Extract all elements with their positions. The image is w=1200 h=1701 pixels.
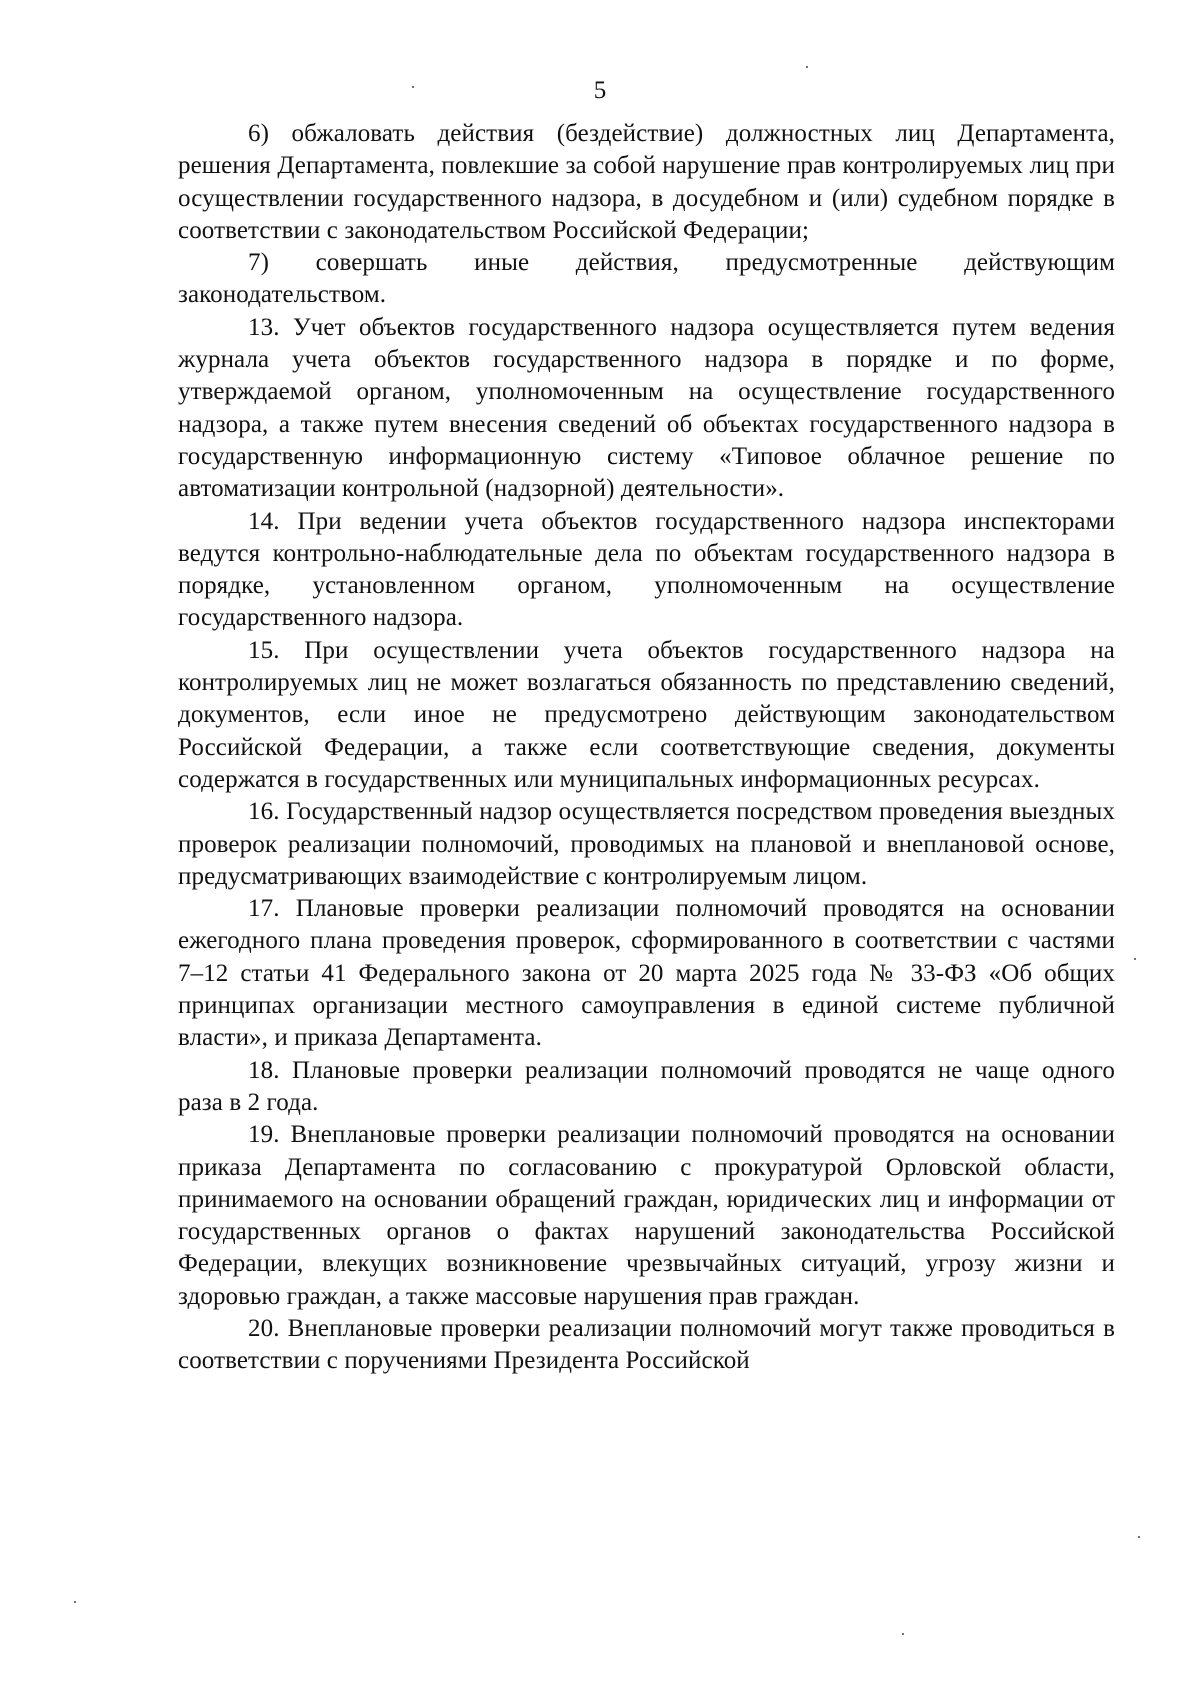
paragraph-18: 18. Плановые проверки реализации полномочий проводятся не чаще одного раза в 2 года.: [178, 1056, 1115, 1116]
scan-speck: [1138, 1536, 1140, 1538]
paragraph-item-7: 7) совершать иные действия, предусмотренные действующим законодательством.: [178, 249, 1115, 309]
scan-speck: [1134, 958, 1136, 960]
scan-speck: [412, 86, 414, 88]
paragraph-19: 19. Внеплановые проверки реализации полномочий проводятся на основании приказа Департамента по согласованию с прокуратурой Орловской области, принимаемого на основании обращений граждан, юридических лиц и информации от государственных органов о фактах нарушений законодательства Российской Федерации, влекущих возникновение чрезвычайных ситуаций, угрозу жизни и здоровью граждан, а также массовые нарушения прав граждан.: [178, 1121, 1115, 1310]
page-number: 5: [593, 77, 607, 104]
document-body: [178, 118, 1115, 1378]
scan-speck: [806, 66, 808, 68]
paragraph-item-6: 6) обжаловать действия (бездействие) должностных лиц Департамента, решения Департамента, повлекшие за собой нарушение прав контролируемых лиц при осуществлении государственного надзора, в досудебном и (или) судебном порядке в соответствии с законодательством Российской Федерации;: [178, 120, 1115, 244]
paragraph-16: 16. Государственный надзор осуществляется посредством проведения выездных проверок реализации полномочий, проводимых на плановой и внеплановой основе, предусматривающих взаимодействие с контролируемым лицом.: [178, 798, 1115, 890]
scan-speck: [902, 1633, 904, 1635]
paragraph-20: 20. Внеплановые проверки реализации полномочий могут также проводиться в соответствии с поручениями Президента Российской: [178, 1314, 1115, 1375]
paragraph-14: 14. При ведении учета объектов государственного надзора инспекторами ведутся контрольно-наблюдательные дела по объектам государственного надзора в порядке, установленном органом, уполномоченным на осуществление государственного надзора.: [178, 507, 1115, 632]
paragraph-17: 17. Плановые проверки реализации полномочий проводятся на основании ежегодного плана проведения проверок, сформированного в соответствии с частями 7–12 статьи 41 Федерального закона от 20 марта 2025 года № 33-ФЗ «Об общих принципах организации местного самоуправления в единой системе публичной власти», и приказа Департамента.: [178, 895, 1115, 1052]
paragraph-13: 13. Учет объектов государственного надзора осуществляется путем ведения журнала учета объектов государственного надзора в порядке и по форме, утверждаемой органом, уполномоченным на осуществление государственного надзора, а также путем внесения сведений об объектах государственного надзора в государственную информационную систему «Типовое облачное решение по автоматизации контрольной (надзорной) деятельности».: [178, 313, 1115, 503]
scan-speck: [74, 1601, 76, 1603]
paragraph-15: 15. При осуществлении учета объектов государственного надзора на контролируемых лиц не может возлагаться обязанность по представлению сведений, документов, если иное не предусмотрено действующим законодательством Российской Федерации, а также если соответствующие сведения, документы содержатся в государственных или муниципальных информационных ресурсах.: [178, 636, 1115, 793]
